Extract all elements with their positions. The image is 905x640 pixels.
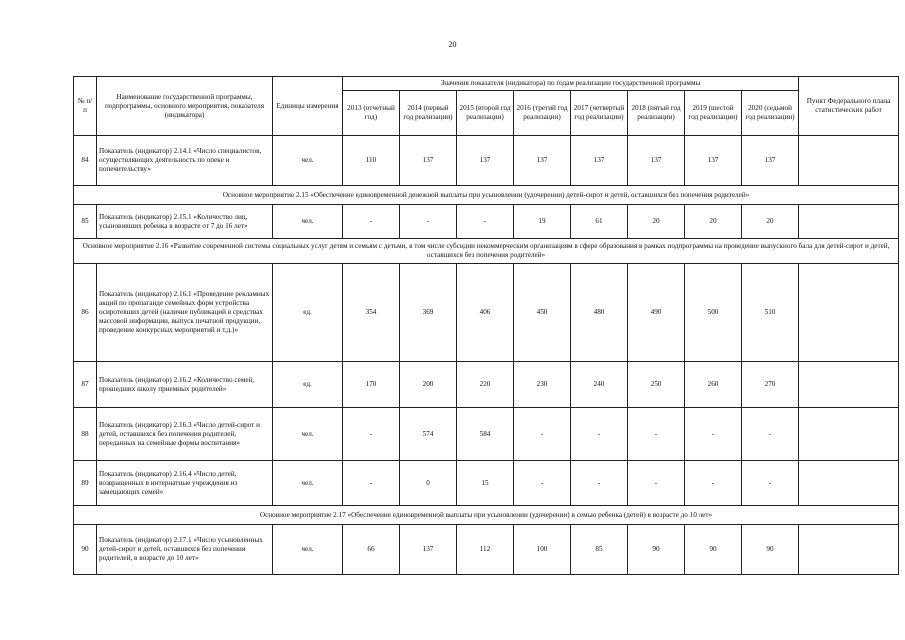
header-name: Наименование государственной программы, подпрограммы, основного мероприятия, показателя (индикатора) — [97, 77, 273, 136]
value-cell: 20 — [742, 205, 799, 239]
value-cell: 137 — [685, 136, 742, 186]
unit-cell: чел. — [273, 136, 343, 186]
header-year: 2014 (первый год реализации) — [400, 91, 457, 136]
value-cell: 15 — [457, 461, 514, 506]
value-cell: 240 — [571, 362, 628, 408]
indicator-name: Показатель (индикатор) 2.16.2 «Количество семей, прошедших школу приемных родителей» — [97, 362, 273, 408]
value-cell: - — [742, 461, 799, 506]
value-cell: - — [343, 205, 400, 239]
row-number: 85 — [74, 205, 97, 239]
value-cell: 137 — [400, 136, 457, 186]
value-cell: 220 — [457, 362, 514, 408]
header-unit: Единицы измерения — [273, 77, 343, 136]
plan-cell — [799, 264, 899, 362]
value-cell: - — [571, 461, 628, 506]
section-title: Основное мероприятие 2.15 «Обеспечение единовременной денежной выплаты при усыновлении (удочерении) детей-сирот и детей, оставшихся без попечения родителей» — [74, 186, 899, 205]
value-cell: 270 — [742, 362, 799, 408]
value-cell: - — [628, 461, 685, 506]
value-cell: 85 — [571, 525, 628, 575]
plan-cell — [799, 408, 899, 461]
value-cell: 90 — [628, 525, 685, 575]
indicator-name: Показатель (индикатор) 2.16.1 «Проведение рекламных акций по пропаганде семейных форм устройства осиротевших детей (наличие публикаций в средствах массовой информации, выпуск печатной продукции, проведение конкурсных мероприятий и т.д.)» — [97, 264, 273, 362]
value-cell: 137 — [400, 525, 457, 575]
plan-cell — [799, 525, 899, 575]
header-year: 2018 (пятый год реализации) — [628, 91, 685, 136]
table-row — [74, 136, 899, 186]
unit-cell: ед. — [273, 264, 343, 362]
unit-cell: ед. — [273, 362, 343, 408]
value-cell: 137 — [628, 136, 685, 186]
section-row — [74, 186, 899, 205]
value-cell: 19 — [514, 205, 571, 239]
table-row — [74, 205, 899, 239]
value-cell: 230 — [514, 362, 571, 408]
page-number: 20 — [448, 40, 457, 49]
row-number: 90 — [74, 525, 97, 575]
table-row — [74, 408, 899, 461]
value-cell: 354 — [343, 264, 400, 362]
value-cell: 510 — [742, 264, 799, 362]
header-row — [74, 77, 899, 91]
value-cell: 20 — [685, 205, 742, 239]
table-row — [74, 525, 899, 575]
value-cell: 250 — [628, 362, 685, 408]
row-number: 89 — [74, 461, 97, 506]
value-cell: 20 — [628, 205, 685, 239]
value-cell: 490 — [628, 264, 685, 362]
header-plan: Пункт Федерального плана статистических работ — [799, 77, 899, 136]
value-cell: - — [628, 408, 685, 461]
row-number: 86 — [74, 264, 97, 362]
value-cell: - — [400, 205, 457, 239]
value-cell: - — [685, 461, 742, 506]
value-cell: 584 — [457, 408, 514, 461]
unit-cell: чел. — [273, 408, 343, 461]
value-cell: - — [571, 408, 628, 461]
unit-cell: чел. — [273, 461, 343, 506]
value-cell: 90 — [742, 525, 799, 575]
value-cell: 369 — [400, 264, 457, 362]
value-cell: - — [457, 205, 514, 239]
unit-cell: чел. — [273, 205, 343, 239]
value-cell: 90 — [685, 525, 742, 575]
table-row — [74, 461, 899, 506]
header-values-group: Значения показателя (индикатора) по годам реализации государственной программы — [343, 77, 799, 91]
plan-cell — [799, 205, 899, 239]
table-row — [74, 362, 899, 408]
value-cell: 137 — [742, 136, 799, 186]
value-cell: 200 — [400, 362, 457, 408]
value-cell: - — [343, 408, 400, 461]
value-cell: 112 — [457, 525, 514, 575]
plan-cell — [799, 362, 899, 408]
value-cell: 0 — [400, 461, 457, 506]
plan-cell — [799, 461, 899, 506]
value-cell: 137 — [457, 136, 514, 186]
header-year: 2019 (шестой год реализации) — [685, 91, 742, 136]
value-cell: 574 — [400, 408, 457, 461]
row-number: 87 — [74, 362, 97, 408]
table-row — [74, 264, 899, 362]
value-cell: 480 — [571, 264, 628, 362]
indicator-name: Показатель (индикатор) 2.17.1 «Число усыновленных детей-сирот и детей, оставшихся без попечения родителей, в возрасте до 10 лет» — [97, 525, 273, 575]
value-cell: 110 — [343, 136, 400, 186]
row-number: 88 — [74, 408, 97, 461]
section-title: Основное мероприятие 2.17 «Обеспечение единовременной выплаты при усыновлении (удочерении) в семью ребенка (детей) в возрасте до 10 лет» — [74, 506, 899, 525]
header-year: 2013 (отчетный год) — [343, 91, 400, 136]
row-number: 84 — [74, 136, 97, 186]
value-cell: 450 — [514, 264, 571, 362]
value-cell: 500 — [685, 264, 742, 362]
header-year: 2016 (третий год реализации) — [514, 91, 571, 136]
value-cell: - — [514, 461, 571, 506]
section-title: Основное мероприятие 2.16 «Развитие современной системы социальных услуг детям и семьям с детьми, в том числе субсидии некоммерческим организациям в сфере образования в рамках подпрограммы на проведение выпускного бала для детей-сирот и детей, оставшихся без попечения родителей» — [74, 239, 899, 264]
plan-cell — [799, 136, 899, 186]
indicators-table — [73, 76, 899, 575]
header-year: 2017 (четвертый год реализации) — [571, 91, 628, 136]
value-cell: 66 — [343, 525, 400, 575]
indicator-name: Показатель (индикатор) 2.15.1 «Количество лиц, усыновивших ребенка в возрасте от 7 до 16 лет» — [97, 205, 273, 239]
value-cell: - — [685, 408, 742, 461]
value-cell: 170 — [343, 362, 400, 408]
value-cell: 260 — [685, 362, 742, 408]
value-cell: 137 — [571, 136, 628, 186]
header-year: 2015 (второй год реализации) — [457, 91, 514, 136]
header-year: 2020 (седьмой год реализации) — [742, 91, 799, 136]
indicator-name: Показатель (индикатор) 2.14.1 «Число специалистов, осуществляющих деятельность по опеке и попечительству» — [97, 136, 273, 186]
section-row — [74, 239, 899, 264]
value-cell: 61 — [571, 205, 628, 239]
value-cell: 406 — [457, 264, 514, 362]
value-cell: - — [343, 461, 400, 506]
value-cell: - — [514, 408, 571, 461]
indicator-name: Показатель (индикатор) 2.16.3 «Число детей-сирот и детей, оставшихся без попечения родителей, переданных на семейные формы воспитания» — [97, 408, 273, 461]
value-cell: 137 — [514, 136, 571, 186]
value-cell: - — [742, 408, 799, 461]
section-row — [74, 506, 899, 525]
indicator-name: Показатель (индикатор) 2.16.4 «Число детей, возвращенных в интернатные учреждения из замещающих семей» — [97, 461, 273, 506]
unit-cell: чел. — [273, 525, 343, 575]
value-cell: 100 — [514, 525, 571, 575]
header-no: № п/п — [74, 77, 97, 136]
